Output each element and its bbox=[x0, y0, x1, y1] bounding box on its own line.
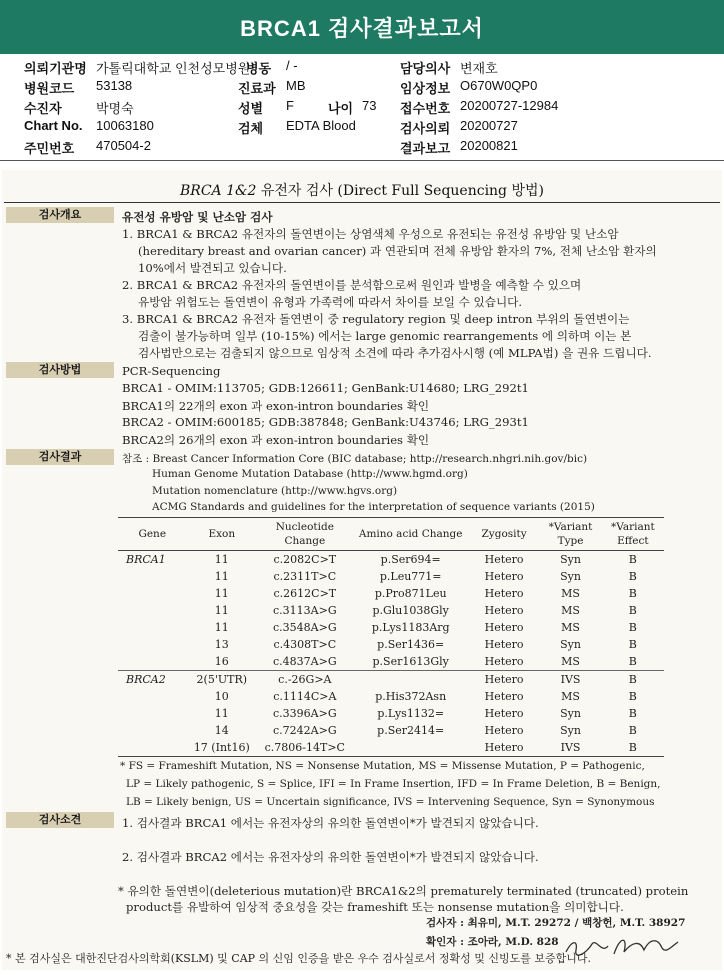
value-patient: 박명숙 bbox=[96, 101, 134, 116]
cell-variant-effect: B bbox=[628, 690, 637, 703]
cell-zygosity: Hetero bbox=[484, 638, 524, 651]
cell-amino-acid: p.Ser1436= bbox=[377, 638, 445, 651]
cell-variant-effect: B bbox=[602, 739, 664, 757]
overview-p1-line2: (hereditary breast and ovarian cancer) 과 연관되며 전체 유방암 환자의 7%, 전체 난소암 환자의 bbox=[138, 244, 657, 258]
overview-p3-line1: 3. BRCA1 & BRCA2 유전자 돌연변이 중 regulatory region 및 deep intron 부위의 돌연변이는 bbox=[122, 312, 630, 326]
value-resident-number: 470504-2 bbox=[96, 138, 151, 153]
value-report-date: 20200821 bbox=[460, 138, 518, 153]
cell-nucleotide: c.2612C>T bbox=[273, 587, 337, 600]
label-requesting-institution: 의뢰기관명 bbox=[24, 61, 87, 76]
table-row bbox=[118, 739, 664, 757]
cell-exon: 11 bbox=[214, 570, 229, 583]
cell-zygosity: Hetero bbox=[484, 690, 524, 703]
table-row bbox=[118, 653, 664, 671]
value-physician: 변재호 bbox=[460, 61, 498, 76]
cell-gene bbox=[118, 705, 187, 722]
cell-gene bbox=[118, 585, 187, 602]
cell-amino-acid: p.Lys1132= bbox=[377, 707, 445, 720]
cell-nucleotide: c.3396A>G bbox=[273, 707, 337, 720]
cell-nucleotide: c.2311T>C bbox=[273, 570, 337, 583]
cell-exon: 2(5'UTR) bbox=[187, 671, 258, 689]
label-clinical-info: 임상정보 bbox=[400, 81, 451, 96]
cell-amino-acid: p.Ser2414= bbox=[377, 724, 445, 737]
table-row bbox=[118, 602, 664, 619]
cell-exon: 11 bbox=[214, 621, 229, 634]
table-row bbox=[118, 636, 664, 653]
cell-nucleotide: c.4308T>C bbox=[273, 638, 337, 651]
cell-variant-type: Syn bbox=[560, 638, 581, 651]
section-title: BRCA 1&2 유전자 검사 (Direct Full Sequencing 방법) bbox=[180, 183, 544, 199]
label-overview: 검사개요 bbox=[6, 207, 114, 223]
cell-nucleotide: c.7806-14T>C bbox=[257, 739, 352, 757]
overview-p1-line3: 10%에서 발견되고 있습니다. bbox=[138, 261, 287, 275]
col-amino-acid-change: Amino acid Change bbox=[353, 518, 469, 551]
value-department: MB bbox=[286, 78, 306, 93]
cell-zygosity: Hetero bbox=[484, 621, 524, 634]
cell-variant-type: MS bbox=[561, 621, 580, 634]
cell-gene: BRCA1 bbox=[126, 553, 166, 566]
cell-gene: BRCA2 bbox=[118, 671, 187, 689]
label-physician: 담당의사 bbox=[400, 61, 451, 76]
opinion-note-line1: * 유의한 돌연변이(deleterious mutation)란 BRCA1&2의 prematurely terminated (truncated) protein bbox=[118, 884, 689, 898]
overview-p2-line1: 2. BRCA1 & BRCA2 유전자의 돌연변이를 분석함으로써 원인과 발병을 예측할 수 있으며 bbox=[122, 278, 582, 292]
cell-variant-type: IVS bbox=[539, 739, 601, 757]
value-sex: F bbox=[286, 98, 294, 113]
label-sex: 성별 bbox=[238, 101, 264, 116]
cell-gene bbox=[118, 653, 187, 671]
cell-exon: 11 bbox=[214, 553, 229, 566]
cell-zygosity: Hetero bbox=[484, 570, 524, 583]
cell-gene bbox=[118, 619, 187, 636]
method-line-5: BRCA2의 26개의 exon 과 exon-intron boundaries 확인 bbox=[122, 433, 430, 447]
cell-gene bbox=[118, 602, 187, 619]
confirmer: 확인자 : 조아라, M.D. 828 bbox=[426, 936, 559, 948]
reference-hgvs: Mutation nomenclature (http://www.hgvs.org) bbox=[152, 485, 398, 497]
legend-line-3: LB = Likely benign, US = Uncertain significance, IVS = Intervening Sequence, Syn = Synonymous bbox=[126, 796, 655, 808]
cell-exon: 14 bbox=[214, 724, 229, 737]
cell-zygosity: Hetero bbox=[484, 707, 524, 720]
cell-exon: 11 bbox=[214, 587, 229, 600]
table-row bbox=[118, 585, 664, 602]
cell-amino-acid bbox=[353, 739, 469, 757]
col-exon: Exon bbox=[187, 518, 258, 551]
col-nucleotide-change: Nucleotide Change bbox=[257, 518, 352, 551]
col-gene: Gene bbox=[118, 518, 187, 551]
value-age: 73 bbox=[362, 98, 377, 113]
legend-line-1: * FS = Frameshift Mutation, NS = Nonsense Mutation, MS = Missense Mutation, P = Pathogenic, bbox=[120, 760, 645, 772]
cell-variant-effect: B bbox=[628, 724, 637, 737]
cell-variant-type: Syn bbox=[560, 724, 581, 737]
col-variant-effect: *Variant Effect bbox=[602, 518, 664, 551]
label-result: 검사결과 bbox=[6, 449, 114, 465]
label-report-date: 결과보고 bbox=[400, 141, 451, 156]
cell-amino-acid: p.Ser1613Gly bbox=[372, 655, 449, 668]
examiner: 검사자 : 최유미, M.T. 29272 / 백창헌, M.T. 38927 bbox=[426, 917, 686, 929]
variant-table bbox=[118, 517, 664, 757]
cell-variant-effect: B bbox=[602, 671, 664, 689]
label-specimen: 검체 bbox=[238, 121, 264, 136]
overview-heading: 유전성 유방암 및 난소암 검사 bbox=[122, 210, 273, 224]
label-patient: 수진자 bbox=[24, 101, 62, 116]
cell-amino-acid: p.His372Asn bbox=[375, 690, 447, 703]
label-chart-no: Chart No. bbox=[24, 118, 83, 133]
cell-nucleotide: c.1114C>A bbox=[273, 690, 337, 703]
overview-p1-line1: 1. BRCA1 & BRCA2 유전자의 돌연변이는 상염색체 우성으로 유전되는 유전성 유방암 및 난소암 bbox=[122, 227, 619, 241]
cell-exon: 10 bbox=[214, 690, 229, 703]
cell-zygosity: Hetero bbox=[484, 553, 524, 566]
cell-variant-effect: B bbox=[628, 587, 637, 600]
opinion-brca1: 1. 검사결과 BRCA1 에서는 유전자상의 유의한 돌연변이*가 발견되지 않았습니다. bbox=[122, 816, 539, 830]
section-title-rule bbox=[4, 202, 720, 203]
cell-variant-type: Syn bbox=[560, 553, 581, 566]
header-divider bbox=[0, 160, 724, 161]
table-row bbox=[118, 688, 664, 705]
cell-variant-effect: B bbox=[628, 570, 637, 583]
table-row bbox=[118, 551, 664, 569]
table-row bbox=[118, 619, 664, 636]
value-chart-no: 10063180 bbox=[96, 118, 154, 133]
cell-nucleotide: c.3548A>G bbox=[273, 621, 337, 634]
overview-p3-line2: 검출이 불가능하며 일부 (10-15%) 에서는 large genomic rearrangements 에 의하며 이는 본 bbox=[138, 329, 632, 343]
overview-p3-line3: 검사법만으로는 검출되지 않으므로 임상적 소견에 따라 추가검사시행 (예 MLPA법) 을 권유 드립니다. bbox=[138, 346, 652, 360]
method-line-3: BRCA1의 22개의 exon 과 exon-intron boundaries 확인 bbox=[122, 399, 430, 413]
cell-nucleotide: c.3113A>G bbox=[273, 604, 337, 617]
cell-nucleotide: c.-26G>A bbox=[257, 671, 352, 689]
cell-nucleotide: c.4837A>G bbox=[273, 655, 337, 668]
cell-zygosity: Hetero bbox=[469, 671, 540, 689]
col-zygosity: Zygosity bbox=[469, 518, 540, 551]
value-specimen: EDTA Blood bbox=[286, 118, 356, 133]
label-resident-number: 주민번호 bbox=[24, 141, 75, 156]
cell-variant-effect: B bbox=[628, 638, 637, 651]
cell-variant-type: MS bbox=[561, 655, 580, 668]
cell-amino-acid bbox=[353, 671, 469, 689]
cell-zygosity: Hetero bbox=[484, 724, 524, 737]
cell-variant-type: IVS bbox=[539, 671, 601, 689]
cell-zygosity: Hetero bbox=[484, 587, 524, 600]
cell-variant-type: Syn bbox=[560, 570, 581, 583]
cell-gene bbox=[118, 739, 187, 757]
cell-zygosity: Hetero bbox=[484, 655, 524, 668]
col-variant-type: *Variant Type bbox=[539, 518, 601, 551]
cell-amino-acid: p.Lys1183Arg bbox=[371, 621, 450, 634]
cell-amino-acid: p.Pro871Leu bbox=[374, 587, 447, 600]
cell-exon: 11 bbox=[214, 604, 229, 617]
label-age: 나이 bbox=[328, 101, 354, 116]
table-row bbox=[118, 705, 664, 722]
cell-nucleotide: c.7242A>G bbox=[273, 724, 337, 737]
table-row bbox=[118, 568, 664, 585]
report-title: BRCA1 검사결과보고서 bbox=[0, 0, 724, 54]
cell-variant-effect: B bbox=[628, 621, 637, 634]
cell-amino-acid: p.Leu771= bbox=[379, 570, 442, 583]
label-ward: 병동 bbox=[246, 61, 272, 76]
cell-exon: 13 bbox=[214, 638, 229, 651]
value-ward: / - bbox=[286, 58, 298, 73]
cell-exon: 17 (Int16) bbox=[187, 739, 258, 757]
method-line-1: PCR-Sequencing bbox=[122, 364, 221, 378]
cell-gene bbox=[118, 688, 187, 705]
reference-acmg: ACMG Standards and guidelines for the interpretation of sequence variants (2015) bbox=[152, 501, 595, 513]
cell-variant-type: MS bbox=[561, 587, 580, 600]
variant-table-header bbox=[118, 518, 664, 551]
cell-gene bbox=[118, 568, 187, 585]
table-row bbox=[118, 722, 664, 739]
value-requesting-institution: 가톨릭대학교 인천성모병원 bbox=[96, 61, 251, 76]
cell-variant-type: Syn bbox=[560, 707, 581, 720]
label-method: 검사방법 bbox=[6, 362, 114, 378]
cell-zygosity: Hetero bbox=[469, 739, 540, 757]
cell-gene bbox=[118, 722, 187, 739]
label-request-date: 검사의뢰 bbox=[400, 121, 451, 136]
table-row bbox=[118, 671, 664, 689]
opinion-note-line2: product를 유발하여 임상적 중요성을 갖는 frameshift 또는 nonsense mutation을 의미합니다. bbox=[126, 900, 624, 914]
cell-amino-acid: p.Glu1038Gly bbox=[372, 604, 449, 617]
label-receipt-number: 접수번호 bbox=[400, 101, 451, 116]
cell-nucleotide: c.2082C>T bbox=[273, 553, 337, 566]
cell-variant-effect: B bbox=[628, 707, 637, 720]
cell-variant-type: MS bbox=[561, 690, 580, 703]
cell-variant-effect: B bbox=[628, 553, 637, 566]
value-clinical-info: O670W0QP0 bbox=[460, 78, 538, 93]
cell-variant-effect: B bbox=[628, 655, 637, 668]
cell-exon: 16 bbox=[214, 655, 229, 668]
reference-hgmd: Human Genome Mutation Database (http://www.hgmd.org) bbox=[152, 468, 468, 480]
cell-zygosity: Hetero bbox=[484, 604, 524, 617]
label-hospital-code: 병원코드 bbox=[24, 81, 75, 96]
cell-variant-type: MS bbox=[561, 604, 580, 617]
cell-amino-acid: p.Ser694= bbox=[380, 553, 441, 566]
method-line-4: BRCA2 - OMIM:600185; GDB:387848; GenBank:U43746; LRG_293t1 bbox=[122, 415, 529, 429]
opinion-brca2: 2. 검사결과 BRCA2 에서는 유전자상의 유의한 돌연변이*가 발견되지 않았습니다. bbox=[122, 850, 539, 864]
label-opinion: 검사소견 bbox=[6, 812, 114, 828]
accreditation-footnote: * 본 검사실은 대한진단검사의학회(KSLM) 및 CAP 의 신임 인증을 받은 우수 검사실로서 정확성 및 신빙도를 보증합니다. bbox=[6, 952, 592, 965]
method-line-2: BRCA1 - OMIM:113705; GDB:126611; GenBank:U14680; LRG_292t1 bbox=[122, 381, 529, 395]
cell-exon: 11 bbox=[214, 707, 229, 720]
value-hospital-code: 53138 bbox=[96, 78, 133, 93]
cell-variant-effect: B bbox=[628, 604, 637, 617]
label-department: 진료과 bbox=[238, 81, 276, 96]
value-receipt-number: 20200727-12984 bbox=[460, 98, 559, 113]
legend-line-2: LP = Likely pathogenic, S = Splice, IFI = In Frame Insertion, IFD = In Frame Deletion, B = Benign, bbox=[126, 778, 661, 790]
cell-gene bbox=[118, 636, 187, 653]
overview-p2-line2: 유방암 위험도는 돌연변이 유형과 가족력에 따라서 차이를 보일 수 있습니다. bbox=[138, 295, 523, 309]
value-request-date: 20200727 bbox=[460, 118, 518, 133]
reference-bic: 참조 : Breast Cancer Information Core (BIC database; http://research.nhgri.nih.gov/bic) bbox=[122, 453, 588, 465]
